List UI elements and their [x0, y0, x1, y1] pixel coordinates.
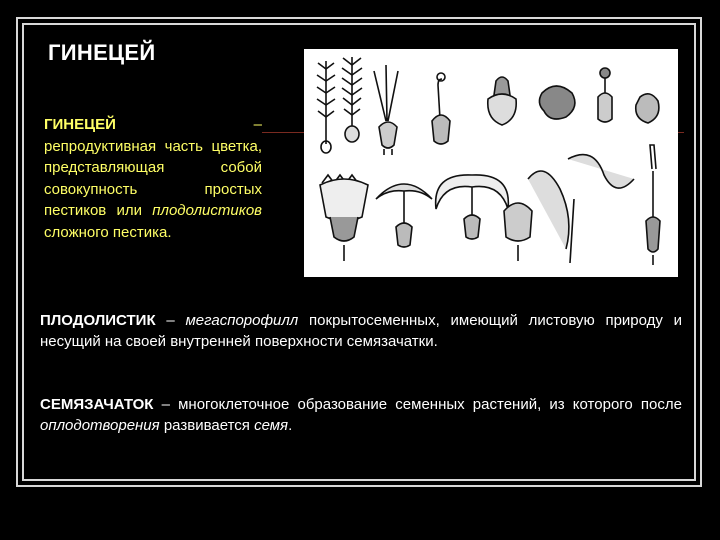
ovule-definition [40, 394, 682, 436]
ovule-text-mid: развивается [163, 417, 250, 434]
ovule-term: СЕМЯЗАЧАТОК [40, 396, 154, 413]
gynoecium-text: репродуктивная часть цветка, представляющая собой совокупность простых пестиков или [44, 137, 262, 219]
gynoecium-term: ГИНЕЦЕЙ [44, 116, 116, 133]
pistil-illustration [304, 49, 678, 277]
gynoecium-italic-term: плодолистиков [152, 202, 262, 219]
ovule-text: многоклеточное образование семенных растений, из которого после [178, 396, 682, 413]
carpel-definition [40, 310, 682, 352]
ovule-dash: – [161, 396, 170, 413]
pistil-types-illustration-icon [304, 49, 678, 277]
ovule-end: . [288, 417, 293, 434]
gynoecium-definition [44, 114, 262, 243]
gynoecium-dash: – [253, 116, 262, 133]
carpel-italic-term: мегаспорофилл [185, 312, 299, 329]
slide-title: ГИНЕЦЕЙ [48, 40, 156, 65]
carpel-term: ПЛОДОЛИСТИК [40, 312, 156, 329]
gynoecium-text-end: сложного пестика. [44, 223, 172, 241]
carpel-text: покрытосеменных, имеющий листовую природу и несущий на своей внутренней поверхности семязачатки. [40, 312, 683, 350]
ovule-italic-fertilization: оплодотворения [40, 417, 160, 434]
ovule-italic-seed: семя [254, 417, 289, 434]
carpel-dash: – [166, 312, 175, 329]
